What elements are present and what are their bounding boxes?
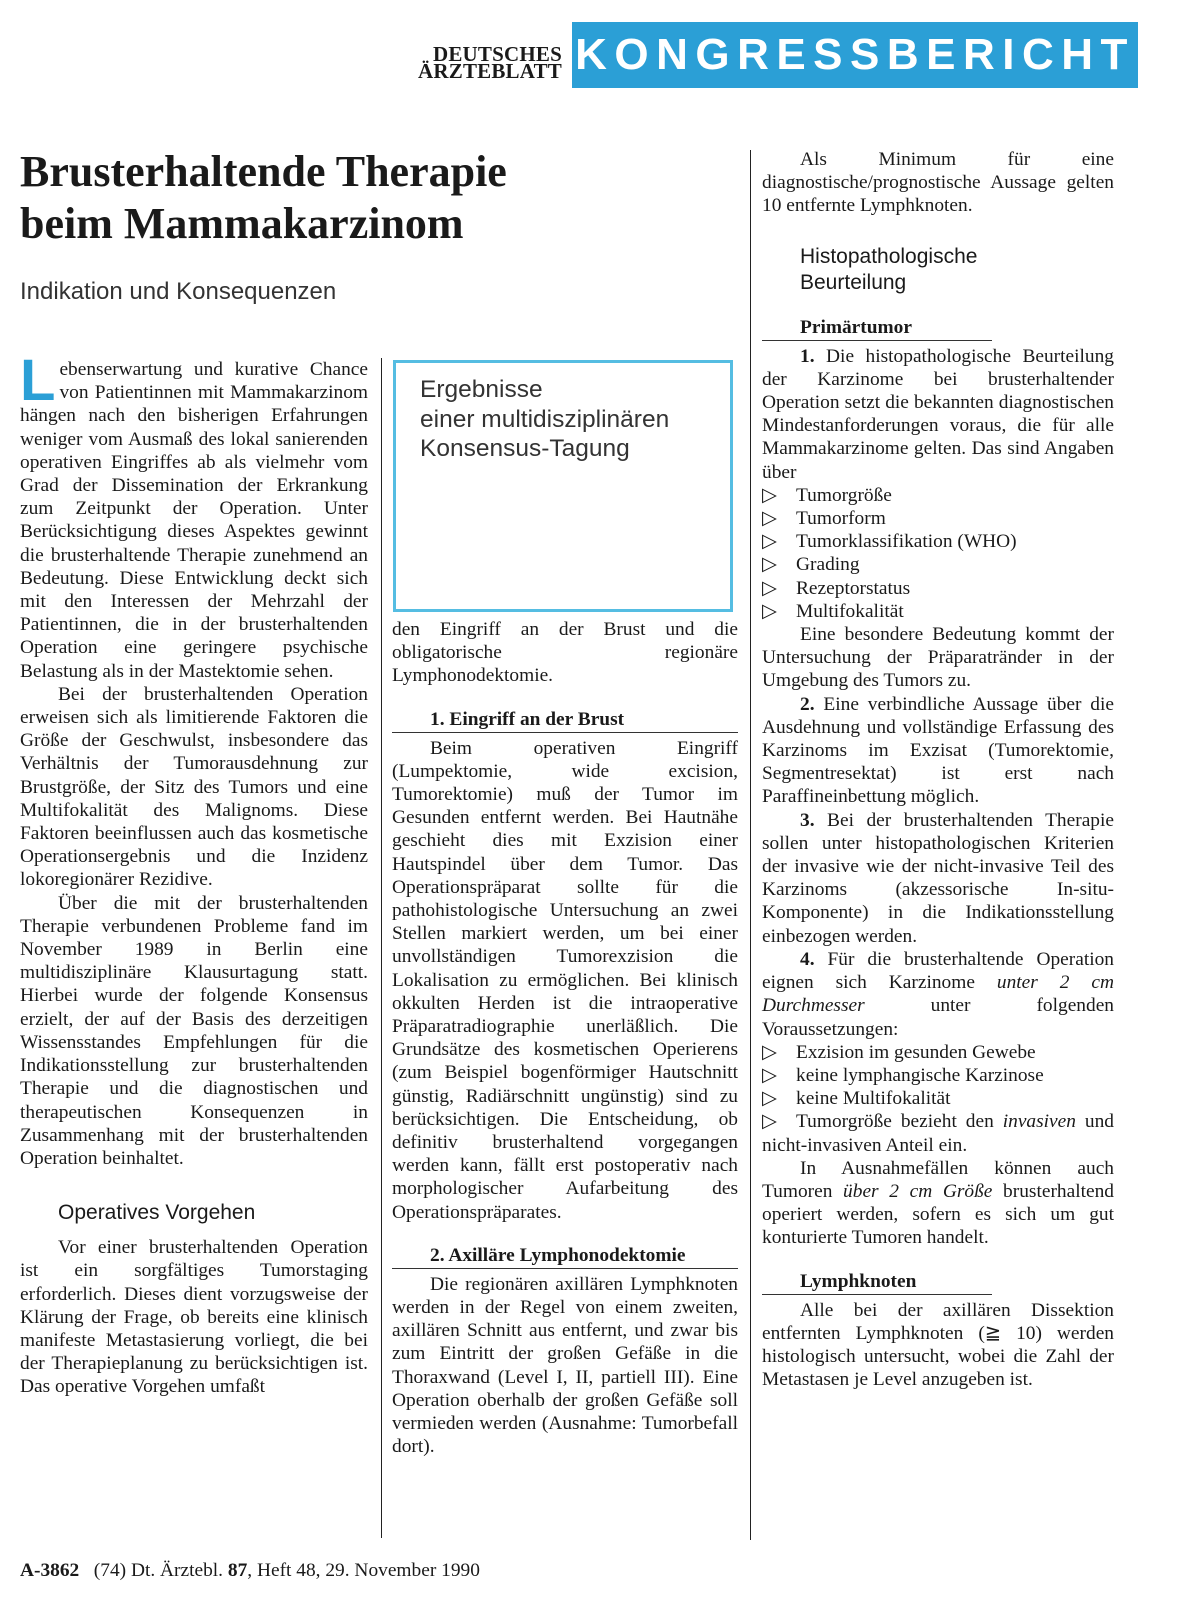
list-item [762, 530, 1114, 553]
paragraph: Vor einer brusterhaltenden Operation ist ein sorgfältiges Tumorstaging erforderlich. Dieses dient vorzugsweise der Klärung der Frage, ob bereits eine klinisch manifeste Metastasierung vorliegt, die bei der Therapieplanung zu berücksichtigen ist. Das operative Vorgehen umfaßt [20, 1237, 368, 1398]
title-line1: Brusterhaltende Therapie [20, 147, 507, 196]
article-title [20, 146, 700, 250]
triangle-bullet-icon: ▷ [762, 508, 777, 530]
list-item [762, 577, 1114, 600]
highlight-box-text: Ergebnisse einer multidisziplinären Konsensus-Tagung [420, 376, 670, 462]
bullet-list-2 [762, 1041, 1114, 1157]
list-item-text: keine lymphangische Karzinose [796, 1064, 1044, 1086]
paragraph [20, 348, 368, 683]
subheading-axillaere-lymphonodektomie: 2. Axilläre Lymphonodektomie [392, 1244, 738, 1269]
paragraph [762, 809, 1114, 948]
item-number: 4. [800, 948, 815, 970]
citation-post: , Heft 48, 29. November 1990 [247, 1560, 480, 1581]
triangle-bullet-icon: ▷ [762, 1041, 777, 1063]
intro-text: ebenserwartung und kurative Chance von Patientinnen mit Mammakarzinom hängen nach den bisherigen Erfahrungen weniger vom Ausmaß des lokal sanierenden operativen Eingriffes ab als vielmehr vom Grad der Dissemination der Erkrankung zum Zeitpunkt der Operation. Unter Berücksichtigung dieses Aspektes gewinnt die brusterhaltende Therapie zunehmend an Bedeutung. Diese Entwicklung deckt sich mit den Interessen der Mehrzahl der Patientinnen, die in der brusterhaltenden Operation eine geringere psychische Belastung als in der Mastektomie sehen. [20, 359, 368, 682]
list-item-text: Grading [796, 554, 860, 576]
triangle-bullet-icon: ▷ [762, 577, 777, 599]
list-item [762, 484, 1114, 507]
column-rule-left [381, 358, 382, 1538]
paragraph: Die regionären axillären Lymphknoten werden in der Regel von einem zweiten, axillären Schnitt aus entfernt, und zwar bis zum Eintritt der großen Gefäße in die Thoraxwand (Level I, II, partiell III). Eine Operation oberhalb der großen Gefäße soll vermieden werden (Ausnahme: Tumorbefall dort). [392, 1273, 738, 1458]
triangle-bullet-icon: ▷ [762, 1088, 777, 1110]
paragraph: Alle bei der axillären Dissektion entfernten Lymphknoten (≧ 10) werden histologisch untersucht, wobei die Zahl der Metastasen je Level anzugeben ist. [762, 1299, 1114, 1391]
list-item-text: Tumorgröße bezieht den [796, 1111, 1003, 1133]
paragraph: Über die mit der brusterhaltenden Therapie verbundenen Probleme fand im November 1989 in Berlin eine multidisziplinäre Klausurtagung statt. Hierbei wurde der folgende Konsensus erzielt, der auf der Basis des derzeitigen Wissensstandes Empfehlungen für die Indikationsstellung zur brusterhaltenden Therapie und die diagnostischen und therapeutischen Konsequenzen in Zusammenhang mit der brusterhaltenden Operation beinhaltet. [20, 892, 368, 1169]
triangle-bullet-icon: ▷ [762, 531, 777, 553]
item-number: 2. [800, 693, 815, 715]
triangle-bullet-icon: ▷ [762, 600, 777, 622]
paragraph-text: unter folgenden Voraussetzungen: [762, 995, 1114, 1040]
triangle-bullet-icon: ▷ [762, 1111, 777, 1133]
column-1 [20, 348, 368, 1399]
list-item [762, 1087, 1114, 1110]
paragraph [762, 345, 1114, 484]
item-number: 3. [800, 809, 815, 831]
paragraph: den Eingriff an der Brust und die obligatorische regionäre Lymphonodektomie. [392, 619, 738, 687]
item-number: 1. [800, 345, 815, 367]
citation-volume: 87 [227, 1560, 248, 1581]
subheading-eingriff-brust: 1. Eingriff an der Brust [392, 708, 738, 733]
list-item [762, 553, 1114, 576]
paragraph [762, 948, 1114, 1041]
triangle-bullet-icon: ▷ [762, 484, 777, 506]
list-item-text: Multifokalität [796, 600, 904, 622]
list-item-text: Tumorgröße [796, 484, 892, 506]
list-item-text: Rezeptorstatus [796, 577, 911, 599]
paragraph-text: Eine verbindliche Aussage über die Ausdehnung und vollständige Erfassung des Karzinoms im Exzisat (Tumorektomie, Segmentresektat) ist erst nach Paraffineinbettung möglich. [762, 693, 1114, 808]
paragraph-text: In Ausnahmefällen können auch Tumoren [762, 1157, 1114, 1202]
list-item-text: keine Multifokalität [796, 1088, 951, 1110]
highlight-box [393, 360, 733, 612]
bullet-list-1 [762, 484, 1114, 623]
list-item-text: Tumorklassifikation (WHO) [796, 531, 1017, 553]
page-footer [20, 1560, 480, 1582]
citation-pre: (74) Dt. Ärztebl. [93, 1560, 228, 1581]
list-item [762, 1041, 1114, 1064]
paragraph [762, 693, 1114, 809]
column-3 [762, 148, 1114, 1391]
title-line2: beim Mammakarzinom [20, 199, 464, 248]
column-2 [392, 618, 738, 1459]
triangle-bullet-icon: ▷ [762, 554, 777, 576]
masthead-line2: ÄRZTEBLATT [418, 59, 562, 83]
heading-operatives-vorgehen: Operatives Vorgehen [58, 1201, 256, 1225]
list-item-text: und nicht-invasiven Anteil ein. [762, 1111, 1115, 1156]
paragraph: Als Minimum für eine diagnostische/prognostische Aussage gelten 10 entfernte Lymphknoten. [762, 149, 1114, 217]
subheading-primaertumor: Primärtumor [762, 316, 992, 341]
list-item [762, 600, 1114, 623]
drop-cap: L [20, 348, 56, 413]
paragraph: Beim operativen Eingriff (Lumpektomie, wide excision, Tumorektomie) muß der Tumor im Gesunden entfernt werden. Bei Hautnähe geschieht dies mit Exzision einer Hautspindel über dem Tumor. Das Operationspräparat sollte für die pathohistologische Untersuchung an zwei Stellen markiert werden, um bei einer unvollständigen Tumorexzision die Lokalisation zu ermöglichen. Bei klinisch okkulten Herden ist die intraoperative Präparatradiographie unerläßlich. Die Grundsätze des kosmetischen Operierens (zum Beispiel bogenförmiger Hautschnitt günstig, Radiärschnitt ungünstig) sind zu berücksichtigen. Die Entscheidung, ob definitiv brusterhaltend vorgegangen werden kann, fällt erst postoperativ nach morphologischer Aufarbeitung des Operationspräparates. [392, 737, 738, 1223]
paragraph-text: Für die brusterhaltende Operation eignen sich Karzinome [762, 948, 1114, 994]
masthead-line1: DEUTSCHES [432, 42, 562, 66]
list-item-text: Exzision im gesunden Gewebe [796, 1041, 1036, 1063]
list-item [762, 507, 1114, 530]
heading-histopathologische-beurteilung [800, 244, 1114, 296]
triangle-bullet-icon: ▷ [762, 1064, 777, 1086]
paragraph: Eine besondere Bedeutung kommt der Untersuchung der Präparatränder in der Umgebung des Tumors zu. [762, 624, 1114, 692]
masthead [396, 42, 562, 83]
heading-line: Histopathologische [800, 244, 978, 268]
list-item [762, 1064, 1114, 1087]
article-subtitle: Indikation und Konsequenzen [20, 278, 337, 305]
section-banner: KONGRESSBERICHT [572, 22, 1138, 88]
column-rule-right [750, 150, 751, 1540]
list-item-text: Tumorform [796, 508, 886, 530]
paragraph: Bei der brusterhaltenden Operation erweisen sich als limitierende Faktoren die Größe der Geschwulst, insbesondere das Verhältnis der Tumorausdehnung zur Brustgröße, der Sitz des Tumors und eine Multifokalität des Malignoms. Diese Faktoren beeinflussen auch das kosmetische Operationsergebnis und die Inzidenz lokoregionärer Rezidive. [20, 683, 368, 891]
paragraph-text: brusterhaltend operiert werden, sofern es sich um gut konturierte Tumoren handelt. [762, 1180, 1114, 1249]
paragraph [762, 1157, 1114, 1250]
paragraph-text: Bei der brusterhaltenden Therapie sollen unter histopathologischen Kriterien der invasive wie der nicht-invasive Teil des Karzinoms (akzessorische In-situ-Komponente) in die Indikationsstellung einbezogen werden. [762, 809, 1114, 947]
page-number: A-3862 [20, 1560, 80, 1581]
heading-line: Beurteilung [800, 270, 907, 294]
emphasis: unter 2 cm Durchmesser [762, 972, 1115, 1017]
subheading-lymphknoten: Lymphknoten [762, 1270, 992, 1295]
list-item [762, 1110, 1114, 1156]
emphasis: invasiven [1002, 1111, 1076, 1133]
paragraph-text: Die histopathologische Beurteilung der Karzinome bei brusterhaltender Operation setzt die bekannten diagnostischen Mindestanforderungen voraus, die für alle Mammakarzinome gelten. Das sind Angaben über [762, 345, 1114, 483]
emphasis: über 2 cm Größe [843, 1180, 993, 1202]
